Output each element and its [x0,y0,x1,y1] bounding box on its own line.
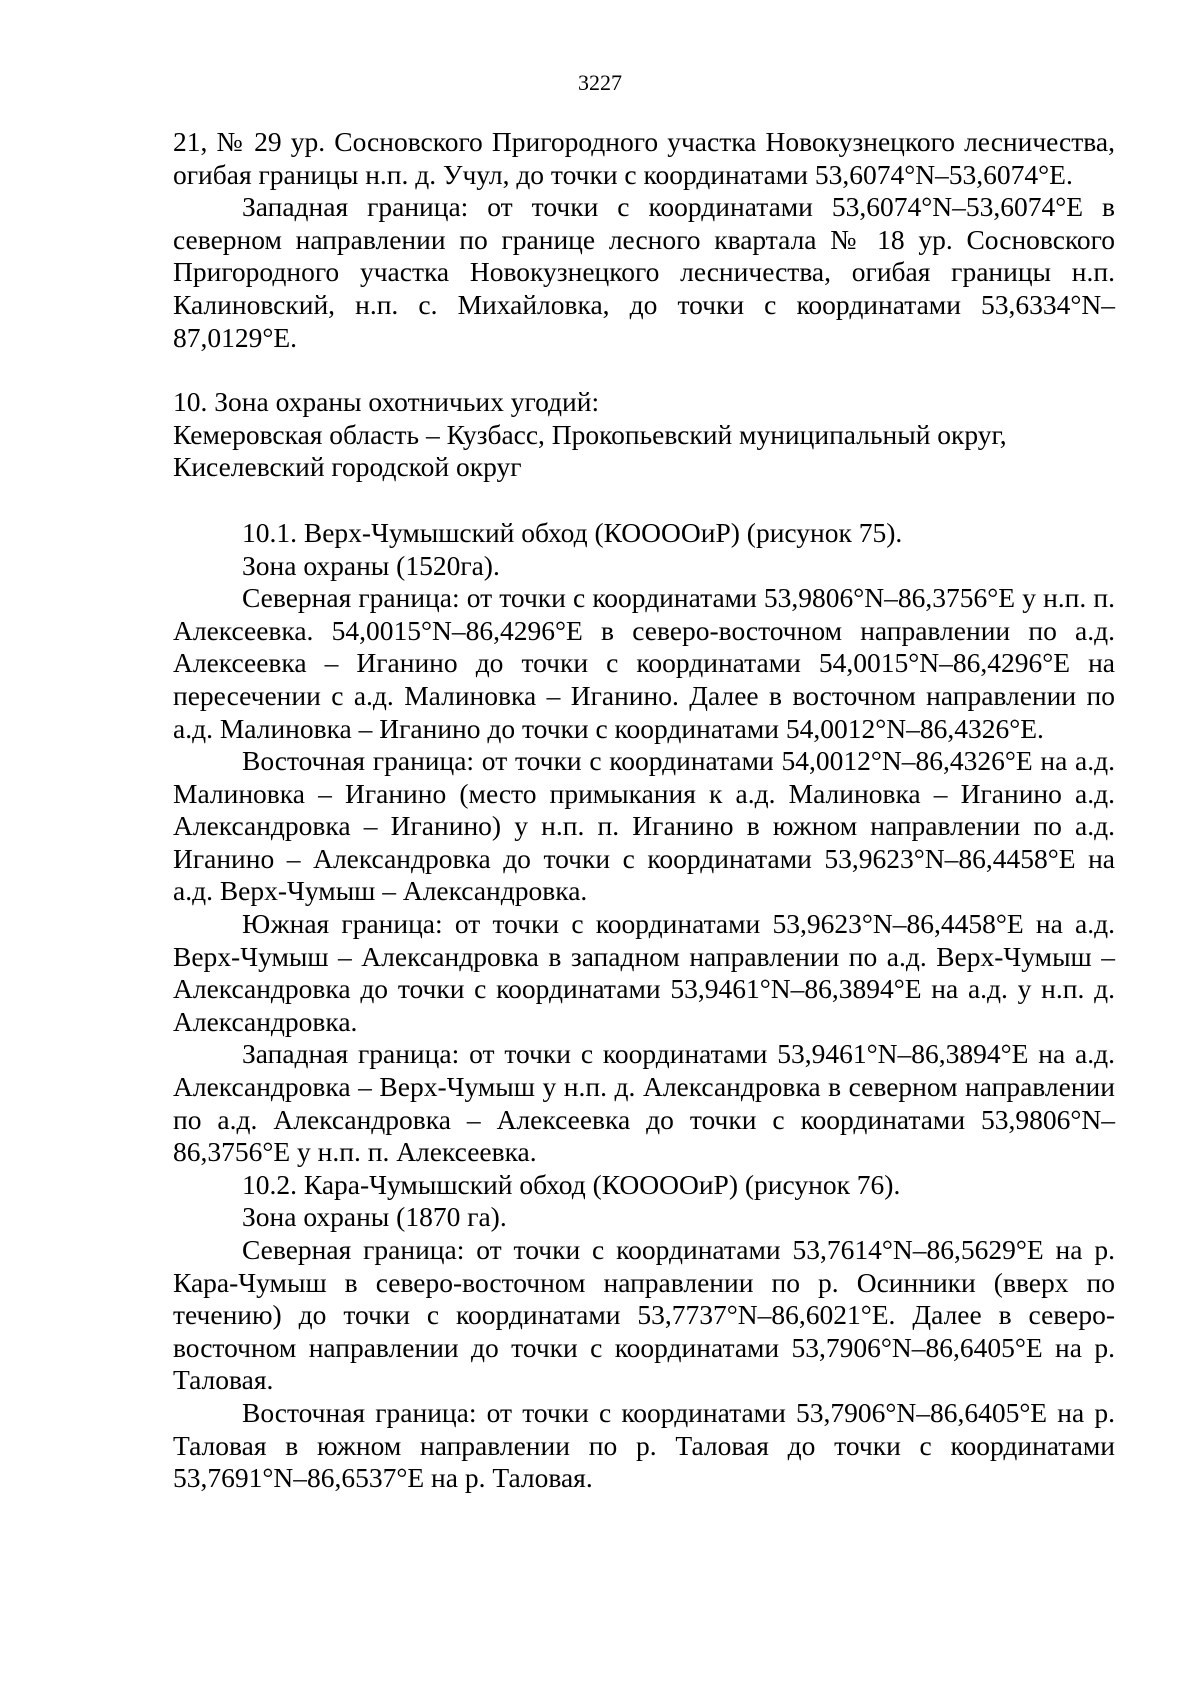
document-body [173,126,1115,1495]
section-10-2-title: 10.2. Кара-Чумышский обход (КООООиР) (рисунок 76). [242,1168,901,1200]
section-10-1-west: Западная граница: от точки с координатами 53,9461°N–86,3894°E на а.д. Александровка – Верх-Чумыш у н.п. д. Александровка в северном направлении по а.д. Александровка – Алексеевка до точки с координатами 53,9806°N–86,3756°E у н.п. п. Алексеевка. [173,1038,1115,1168]
section-10-2-north: Северная граница: от точки с координатами 53,7614°N–86,5629°E на р. Кара-Чумыш в северо-восточном направлении по р. Осинники (вверх по течению) до точки с координатами 53,7737°N–86,6021°E. Далее в северо-восточном направлении до точки с координатами 53,7906°N–86,6405°E на р. Таловая. [173,1234,1115,1396]
section-10-1-zone: Зона охраны (1520га). [242,549,500,581]
heading-line-2: Кемеровская область – Кузбасс, Прокопьевский муниципальный округ, [173,418,1007,450]
paragraph-continuation: 21, № 29 ур. Сосновского Пригородного участка Новокузнецкого лесничества, огибая границы н.п. д. Учул, до точки с координатами 53,6074°N–53,6074°E. [173,126,1115,190]
section-10-2-east: Восточная граница: от точки с координатами 53,7906°N–86,6405°E на р. Таловая в южном направлении по р. Таловая до точки с координатами 53,7691°N–86,6537°E на р. Таловая. [173,1396,1115,1494]
section-10-1-east: Восточная граница: от точки с координатами 54,0012°N–86,4326°E на а.д. Малиновка – Иганино (место примыкания к а.д. Малиновка – Иганино а.д. Александровка – Иганино) у н.п. п. Иганино в южном направлении по а.д. Иганино – Александровка до точки с координатами 53,9623°N–86,4458°E на а.д. Верх-Чумыш – Александровка. [173,745,1115,907]
paragraph-west-boundary: Западная граница: от точки с координатами 53,6074°N–53,6074°E в северном направлении по границе лесного квартала № 18 ур. Сосновского Пригородного участка Новокузнецкого лесничества, огибая границы н.п. Калиновский, н.п. с. Михайловка, до точки с координатами 53,6334°N–87,0129°E. [173,191,1115,353]
section-10-2-zone: Зона охраны (1870 га). [242,1201,507,1233]
heading-line-1: 10. Зона охраны охотничьих угодий: [173,386,600,418]
section-10-1-north: Северная граница: от точки с координатами 53,9806°N–86,3756°E у н.п. п. Алексеевка. 54,0015°N–86,4296°E в северо-восточном направлении по а.д. Алексеевка – Иганино до точки с координатами 54,0015°N–86,4296°E на пересечении с а.д. Малиновка – Иганино. Далее в восточном направлении по а.д. Малиновка – Иганино до точки с координатами 54,0012°N–86,4326°E. [173,582,1115,744]
heading-line-3: Киселевский городской округ [173,451,522,483]
page-number: 3227 [578,70,622,95]
section-heading [173,386,1115,484]
section-10-1-south: Южная граница: от точки с координатами 53,9623°N–86,4458°E на а.д. Верх-Чумыш – Александровка в западном направлении по а.д. Верх-Чумыш – Александровка до точки с координатами 53,9461°N–86,3894°E на а.д. у н.п. д. Александровка. [173,908,1115,1037]
section-10-1-title: 10.1. Верх-Чумышский обход (КООООиР) (рисунок 75). [242,516,903,548]
